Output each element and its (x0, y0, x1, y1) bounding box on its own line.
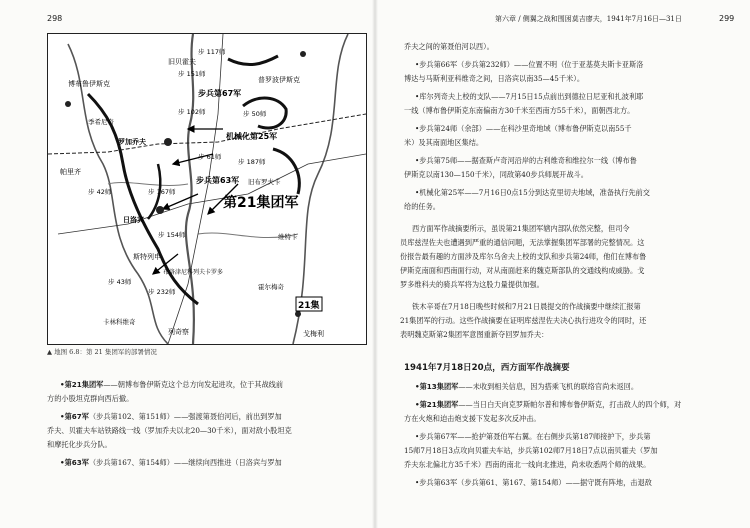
army21-label: 第21集团军 (223, 195, 299, 211)
road-label: 布洛津尼科列夫卡罗多 (163, 269, 224, 276)
tikhinichi-label: 季希尼奇 (88, 118, 114, 126)
town-gomel (295, 311, 301, 317)
section-line-6: 乔夫东北偏北方35千米）西南的南北一线向北推进，尚未收悉两个师的战果。 (404, 460, 651, 469)
para1-line-3: 份报告最有趣的方面涉及库尔乌舍夫上校的支队和步兵第24师，他们在博布鲁 (400, 252, 647, 261)
left-line-3-text: （步兵第102、第151师）——强渡第聂伯河后，前出到罗加 (88, 412, 282, 421)
rifle63-label: 步兵第63军 (196, 176, 240, 185)
left-line-6 (60, 456, 282, 470)
zhlobin-label: 日洛宾 (123, 216, 144, 224)
front-line-soviet-3 (273, 149, 299, 194)
left-line-5: 和摩托化步兵分队。 (47, 440, 112, 449)
front-line-soviet-1 (228, 56, 278, 65)
para2-line-2: 21集团军的行动。这些作战摘要在证明库兹涅佐夫决心执行进攻令的同时，还 (400, 316, 647, 325)
left-line-1-text: ——朝博布鲁伊斯克这个总方向发起进攻，位于其战线前 (103, 380, 284, 389)
left-line-3 (60, 410, 282, 424)
town-rogachev (164, 138, 172, 146)
tributary-1 (108, 183, 188, 186)
right-line-7: 米）及其南面地区集结。 (404, 138, 484, 147)
right-line-6: •步兵第24师（余部）——在科沙里奇地域（博布鲁伊斯克以南55千 (415, 124, 632, 133)
army13-heading: •第13集团军 (415, 382, 459, 391)
right-line-4: •库尔列奇夫上校的支队——7月15日15点前出到德拉日尼亚和扎波利耶 (415, 92, 644, 101)
div187-label: 步 187师 (238, 158, 266, 166)
kalinkovichi-label: 卡林科维奇 (103, 318, 136, 326)
div154-label: 步 154师 (158, 231, 186, 239)
right-line-2: •步兵第66军（步兵第232师）——位置不明（位于亚基莫夫斯卡亚斯洛 (415, 60, 644, 69)
div232-label: 步 232师 (148, 288, 176, 296)
left-line-1 (60, 378, 283, 392)
mech25-label: 机械化第25军 (226, 132, 278, 141)
corps63-heading: •第63军 (60, 458, 89, 467)
parichi-label: 帕里齐 (60, 168, 81, 176)
right-line-5: 一线（博布鲁伊斯克东南偏南方30千米至西南方55千米），面朝西北方。 (404, 106, 635, 115)
gomel-label: 戈梅利 (303, 330, 324, 338)
para2-line-3: 表明魏克斯第2集团军意图重新夺回罗加乔夫： (400, 330, 549, 339)
map-svg (48, 34, 366, 344)
army21-heading: •第21集团军 (60, 380, 104, 389)
town-propoysk (300, 51, 306, 57)
right-line-11: 给的任务。 (404, 202, 440, 211)
left-line-6-text: （步兵第167、第154师）——继续向西推进（日洛宾与罗加 (88, 458, 282, 467)
div102-label: 步 102师 (178, 108, 206, 116)
section-line-4: •步兵第67军——抢护第聂伯军右翼。在右侧步兵第187师接护下，步兵第 (415, 432, 651, 441)
para1-line-5: 罗多维科夫的骑兵军将为这股力量提供加强。 (400, 280, 544, 289)
town-bobruisk (65, 101, 71, 107)
bykhov-label: 旧贝霍夫 (168, 58, 196, 66)
vetka-label: 维特卡 (278, 233, 298, 241)
left-line-2: 方的小股坦克群向西后撤。 (47, 394, 134, 403)
right-line-9: 伊斯克以南130—150千米），同敌第40步兵师展开战斗。 (404, 170, 588, 179)
div151-label: 步 151师 (178, 70, 206, 78)
section-line-2 (415, 398, 681, 412)
right-line-10: •机械化第25军——7月16日0点15分到达克里切夫地域，准备执行先前交 (415, 188, 650, 197)
right-page-number: 299 (719, 14, 735, 23)
section-line-1-text: ——未收到相关信息，因为搭乘飞机的联络官尚未返回。 (458, 382, 639, 391)
section-line-5: 15师7月18日3点攻向贝霍夫车站，步兵第102师7月18日7点以南贝霍夫（罗加 (404, 446, 658, 455)
corps67-heading: •第67军 (60, 412, 89, 421)
kholmech-label: 霍尔梅奇 (258, 283, 284, 291)
right-line-8: •步兵第75师——据查斯卢奇河沿岸的古利维奇和维拉尔一线（博布鲁 (415, 156, 637, 165)
town-zhlobin (156, 206, 164, 214)
div50-label: 步 50师 (243, 110, 267, 118)
army21-box-label: 21集 (298, 301, 320, 311)
rogachev-label: 罗加乔夫 (118, 138, 146, 146)
brovka-label: 旧布罗夫卡 (248, 178, 281, 186)
para1-line-4: 伊斯克南面和西南面行动，对从南面赶来的魏克斯部队的交通线构成威胁。戈 (400, 266, 645, 275)
chapter-title: 第六章 / 侧翼之战和围困莫吉廖夫，1941年7月16日—31日 (495, 15, 682, 23)
div43-label: 步 43师 (108, 278, 132, 286)
rechitsa-label: 列奇察 (168, 328, 189, 336)
right-line-3: 博达与马斯利亚科维奇之间，日洛宾以南35—45千米）。 (404, 74, 585, 83)
road-2 (168, 34, 223, 344)
streshin-label: 斯特列申 (133, 253, 161, 261)
para1-line-2: 员库兹涅佐夫也遭遇到严重的通信问题，无法掌握集团军部署的完整情况。这 (400, 238, 645, 247)
left-page-number: 298 (47, 14, 63, 23)
para2-line-1: 铁木辛哥在7月18日晚些时候和7月21日晨提交的作战摘要中继续汇报第 (412, 302, 641, 311)
map-caption: ▲ 地图 6.8：第 21 集团军的部署情况 (47, 348, 157, 356)
div117-label: 步 117师 (198, 48, 226, 56)
section-line-2-text: ——当日白天向克罗斯帕尔普和博布鲁伊斯克，打击敌人的四个师，对 (458, 400, 682, 409)
div167-label: 步 167师 (148, 188, 176, 196)
right-line-1: 乔夫之间的第聂伯河以西）。 (404, 42, 494, 51)
propoysk-label: 普罗波伊斯克 (258, 76, 300, 84)
section-line-7: •步兵第63军（步兵第61、第167、第154师）——据守既有阵地，击退敌 (415, 478, 652, 487)
map-6-8 (47, 33, 367, 345)
div61-label: 步 61师 (198, 153, 222, 161)
div42-label: 步 42师 (88, 188, 112, 196)
section-line-1 (415, 380, 638, 394)
army21-heading-right: •第21集团军 (415, 400, 459, 409)
para1-line-1: 西方面军作战摘要所示，虽说第21集团军辖内部队依然完整，但司令 (412, 224, 630, 233)
bobruisk-label: 博布鲁伊斯克 (68, 80, 110, 88)
left-line-4: 乔夫、贝霍夫车站铁路线一线（罗加乔夫以北20—30千米），面对敌小股坦克 (47, 426, 292, 435)
rifle67-label: 步兵第67军 (198, 89, 242, 98)
section-line-3: 方在火炮和迫击炮支援下发起多次反冲击。 (404, 414, 541, 423)
section-title: 1941年7月18日20点，西方面军作战摘要 (404, 363, 570, 373)
